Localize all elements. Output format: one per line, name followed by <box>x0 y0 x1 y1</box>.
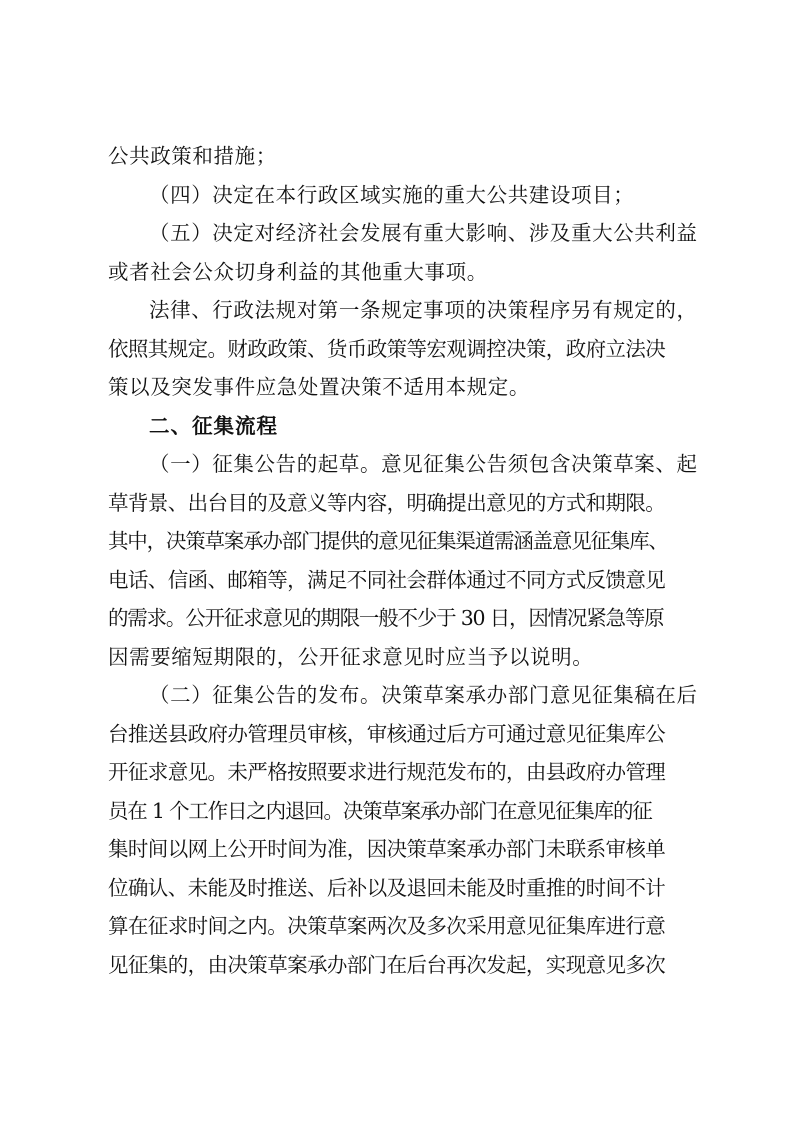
text-line: 员在 1 个工作日之内退回。决策草案承办部门在意见征集库的征 <box>108 798 652 823</box>
text-line: 集时间以网上公开时间为准，因决策草案承办部门未联系审核单 <box>108 837 666 861</box>
text-line: 法律、行政法规对第一条规定事项的决策程序另有规定的， <box>149 298 698 322</box>
text-line: 位确认、未能及时推送、后补以及退回未能及时重推的时间不计 <box>108 875 666 900</box>
text-line: 电话、信函、邮箱等，满足不同社会群体通过不同方式反馈意见 <box>108 567 666 592</box>
text-line: （五）决定对经济社会发展有重大影响、涉及重大公共利益 <box>149 221 698 245</box>
text-line: 开征求意见。未严格按照要求进行规范发布的，由县政府办管理 <box>108 760 666 784</box>
text-line: 台推送县政府办管理员审核，审核通过后方可通过意见征集库公 <box>108 721 666 746</box>
text-line: 公共政策和措施； <box>108 144 277 168</box>
text-line: （二）征集公告的发布。决策草案承办部门意见征集稿在后 <box>149 683 698 707</box>
text-line: 的需求。公开征求意见的期限一般不少于 30 日，因情况紧急等原 <box>108 606 664 630</box>
text-line: 见征集的，由决策草案承办部门在后台再次发起，实现意见多次 <box>108 952 666 977</box>
text-line: 策以及突发事件应急处置决策不适用本规定。 <box>108 375 530 399</box>
text-line: 或者社会公众切身利益的其他重大事项。 <box>108 259 488 284</box>
text-line: 依照其规定。财政政策、货币政策等宏观调控决策，政府立法决 <box>108 336 666 361</box>
text-line: （一）征集公告的起草。意见征集公告须包含决策草案、起 <box>149 452 698 476</box>
document-body <box>108 137 698 984</box>
text-line: 其中，决策草案承办部门提供的意见征集渠道需涵盖意见征集库、 <box>108 529 668 553</box>
section-heading: 二、征集流程 <box>149 413 278 438</box>
text-line: 草背景、出台目的及意义等内容，明确提出意见的方式和期限。 <box>108 490 666 515</box>
text-line: 算在征求时间之内。决策草案两次及多次采用意见征集库进行意 <box>108 914 666 938</box>
text-line: 因需要缩短期限的，公开征求意见时应当予以说明。 <box>108 644 594 669</box>
text-line: （四）决定在本行政区域实施的重大公共建设项目； <box>149 182 635 207</box>
